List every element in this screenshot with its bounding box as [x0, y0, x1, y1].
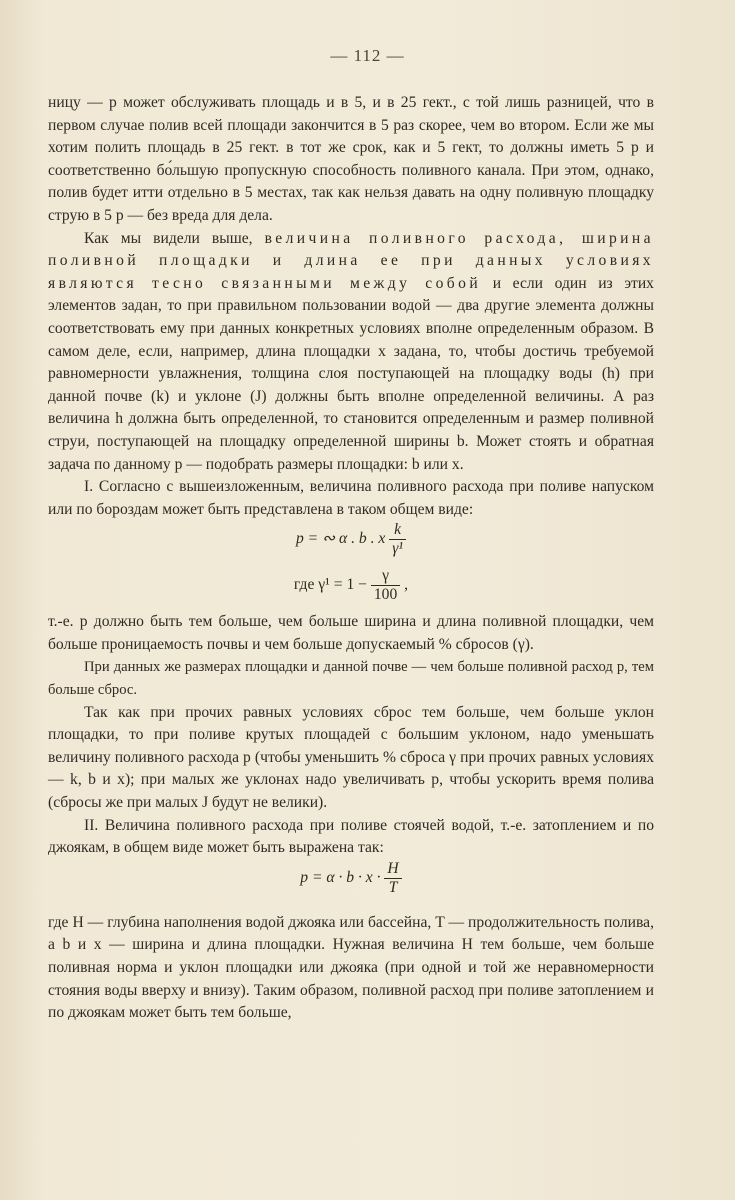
paragraph-1: ницу — p может обслуживать площадь и в 5, и в 25 гект., с той лишь разницей, что в первом случае полив всей площади закончится в 5 раз скорее, чем во втором. Если же мы хотим полить площадь в 25 гект. в тот же срок, как и 5 гект, то должны иметь 5 p и соответственно бо́льшую пропускную способность поливного канала. При этом, однако, полив будет итти отдельно в 5 местах, так как нельзя давать на одну поливную площадку струю в 5 p — без вреда для дела.: [48, 94, 654, 224]
formula-3-numerator: H: [384, 860, 401, 879]
page-number: — 112 —: [330, 46, 405, 65]
paragraph-7: II. Величина поливного расхода при поливе стоячей водой, т.-е. затоплением и по джоякам, в общем виде может быть выражена так:: [48, 816, 654, 857]
paragraph-2-emphasis: величина поливного расхода, ширина поливной площадки и длина ее при данных условиях являются тесно связанными между собой: [48, 229, 654, 292]
paragraph-2-rest: и если один из этих элементов задан, то при правильном пользовании водой — два другие элемента должны соответствовать ему при данных конкретных условиях вполне определенным образом. В самом деле, если, например, длина площадки x задана, то, чтобы достичь требуемой равномерности увлажнения, толщина слоя поступающей на площадку воды (h) при данной почве (k) и уклоне (J) должны быть вполне определенной величины. А раз величина h должна быть определенной, то становится определенным и размер поливной струи, поступающей на площадку определенной ширины b. Может стоять и обратная задача по данному p — подобрать размеры площадки: b или x.: [48, 274, 654, 473]
formula-2-prefix: где γ¹ = 1 −: [293, 576, 367, 594]
formula-2-suffix: ,: [404, 576, 409, 594]
paragraph-2-intro: Как мы видели выше,: [84, 229, 265, 247]
paragraph-5: При данных же размерах площадки и данной почве — чем больше поливной расход p, тем больше сброс.: [48, 659, 654, 699]
formula-3-denominator: T: [388, 878, 398, 896]
formula-1: [48, 521, 654, 567]
paragraph-2: [48, 228, 654, 477]
formula-3: [48, 860, 654, 912]
formula-3-lhs: p = α · b · x ·: [300, 868, 381, 886]
paragraph-3: I. Согласно с вышеизложенным, величина поливного расхода при поливе напуском или по бороздам может быть представлена в таком общем виде:: [48, 478, 654, 518]
paragraph-6: Так как при прочих равных условиях сброс тем больше, чем больше уклон площадки, то при поливе крутых площадей с большим уклоном, надо уменьшать величину поливного расхода p (чтобы уменьшить % сброса γ при прочих равных условиях — k, b и x); при малых же уклонах надо увеличивать p, чтобы ускорить время полива (сбросы же при малых J будут не велики).: [48, 703, 654, 812]
formula-1-denominator: γ¹: [392, 540, 404, 558]
paragraph-8: где H — глубина наполнения водой джояка или бассейна, T — продолжительность полива, а b и x — ширина и длина площадки. Нужная величина H тем больше, чем больше поливная норма и уклон площадки или джояка (при одной и той же неравномерности стояния воды вверху и внизу). Таким образом, поливной расход при поливе затоплением и по джоякам может быть тем больше,: [48, 913, 654, 1022]
formula-2: [48, 567, 654, 611]
formula-3-fraction: [384, 860, 401, 897]
formula-1-numerator: k: [389, 521, 406, 540]
formula-2-numerator: γ: [371, 567, 400, 586]
paragraph-4: т.-е. p должно быть тем больше, чем больше ширина и длина поливной площадки, чем больше проницаемость почвы и чем больше допускаемый % сбросов (γ).: [48, 613, 654, 653]
page-body: [48, 92, 654, 1025]
formula-2-fraction: [371, 567, 400, 604]
formula-1-lhs: p = ∾ α . b . x: [295, 530, 386, 548]
formula-1-fraction: [389, 521, 406, 558]
formula-2-denominator: 100: [373, 586, 398, 604]
